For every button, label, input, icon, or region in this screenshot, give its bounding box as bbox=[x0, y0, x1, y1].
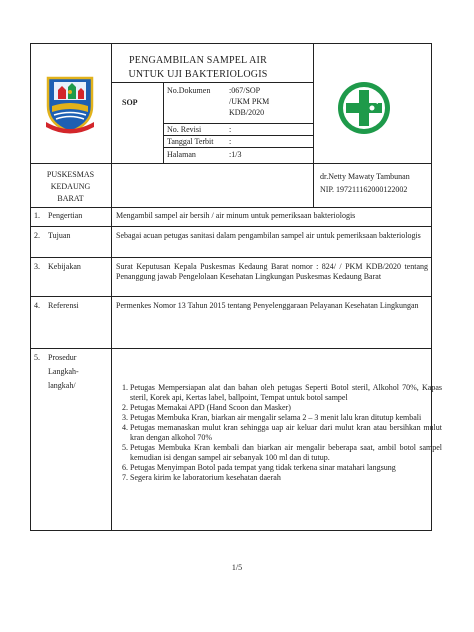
row-number: 5. bbox=[34, 353, 40, 362]
row-text-kebijakan: Surat Keputusan Kepala Puskesmas Kedaung Barat nomor : 824/ / PKM KDB/2020 tentang Penanggung jawab Pengelolaan Kesehatan Lingkungan Puskesmas Kedaung Barat bbox=[116, 262, 428, 281]
row-number: 3. bbox=[34, 262, 40, 271]
divider bbox=[30, 257, 432, 258]
procedure-step: 2. Petugas Memakai APD (Hand Scoon dan Masker) bbox=[130, 403, 442, 413]
org-name-line: KEDAUNG bbox=[50, 182, 91, 191]
row-number: 4. bbox=[34, 301, 40, 310]
title-line-2: UNTUK UJI BAKTERIOLOGIS bbox=[128, 69, 268, 80]
org-name-line: PUSKESMAS bbox=[46, 170, 95, 179]
divider bbox=[30, 296, 432, 297]
row-label-prosedur: Prosedur bbox=[48, 353, 77, 362]
halaman-label: Halaman bbox=[167, 150, 196, 159]
divider bbox=[30, 348, 432, 349]
procedure-step: 4. Petugas memanaskan mulut kran sehingga uap air keluar dari mulut kran atau bersihkan mulut kran dengan alkohol 70% bbox=[130, 423, 442, 443]
row-label-prosedur: langkah/ bbox=[48, 381, 76, 390]
no-revisi-value: : bbox=[229, 125, 232, 134]
row-label-kebijakan: Kebijakan bbox=[48, 262, 81, 271]
divider bbox=[30, 226, 432, 227]
document-title bbox=[103, 54, 293, 82]
procedure-step: 7. Segera kirim ke laboratorium kesehatan daerah bbox=[130, 473, 442, 483]
row-text-referensi: Permenkes Nomor 13 Tahun 2015 tentang Penyelenggaraan Pelayanan Kesehatan Lingkungan bbox=[116, 301, 419, 310]
divider bbox=[30, 207, 432, 208]
no-revisi-label: No. Revisi bbox=[167, 125, 202, 134]
tanggal-terbit-value: : bbox=[229, 137, 232, 146]
green-health-cross-icon bbox=[336, 80, 392, 136]
page-number: 1/5 bbox=[231, 563, 243, 572]
no-dokumen-value: /UKM PKM bbox=[229, 97, 270, 106]
row-number: 2. bbox=[34, 231, 40, 240]
procedure-step: 3. Petugas Membuka Kran, biarkan air mengalir selama 2 – 3 menit lalu kran ditutup kembali bbox=[130, 413, 442, 423]
row-label-tujuan: Tujuan bbox=[48, 231, 71, 240]
row-text-pengertian: Mengambil sampel air bersih / air minum untuk pemeriksaan bakteriologis bbox=[116, 211, 356, 220]
tanggal-terbit-label: Tanggal Terbit bbox=[167, 137, 214, 146]
procedure-step: 6. Petugas Menyimpan Botol pada tempat yang tidak terkena sinar matahari langsung bbox=[130, 463, 442, 473]
org-name-line: BARAT bbox=[57, 194, 84, 203]
city-emblem-icon bbox=[42, 72, 98, 134]
row-label-referensi: Referensi bbox=[48, 301, 79, 310]
divider bbox=[111, 43, 112, 531]
signatory-name: dr.Netty Mawaty Tambunan bbox=[320, 172, 410, 181]
procedure-step: 1. Petugas Mempersiapan alat dan bahan oleh petugas Seperti Botol steril, Alkohol 70%, Kapas steril, Korek api, Kertas label, ballpoint, Tempat untuk botol sampel bbox=[130, 383, 442, 403]
row-number: 1. bbox=[34, 211, 40, 220]
no-dokumen-value: :067/SOP bbox=[229, 86, 261, 95]
divider bbox=[313, 43, 314, 207]
no-dokumen-label: No.Dokumen bbox=[167, 86, 211, 95]
procedure-steps bbox=[116, 383, 442, 483]
procedure-step: 5. Petugas Membuka Kran kembali dan biarkan air mengalir beberapa saat, ambil botol sampel kemudian isi dengan sampel air sebanyak 100 ml dan di tutup. bbox=[130, 443, 442, 463]
divider bbox=[163, 123, 313, 124]
divider bbox=[30, 163, 432, 164]
sop-label: SOP bbox=[122, 98, 138, 107]
no-dokumen-value: KDB/2020 bbox=[229, 108, 265, 117]
halaman-value: :1/3 bbox=[229, 150, 242, 159]
signatory-nip: NIP. 197211162000122002 bbox=[320, 185, 408, 194]
divider bbox=[163, 147, 313, 148]
divider bbox=[111, 82, 313, 83]
row-label-pengertian: Pengertian bbox=[48, 211, 83, 220]
title-line-1: PENGAMBILAN SAMPEL AIR bbox=[129, 55, 267, 66]
divider bbox=[163, 135, 313, 136]
row-label-prosedur: Langkah- bbox=[48, 367, 79, 376]
row-text-tujuan: Sebagai acuan petugas sanitasi dalam pengambilan sampel air untuk pemeriksaan bakteriologis bbox=[116, 231, 421, 240]
